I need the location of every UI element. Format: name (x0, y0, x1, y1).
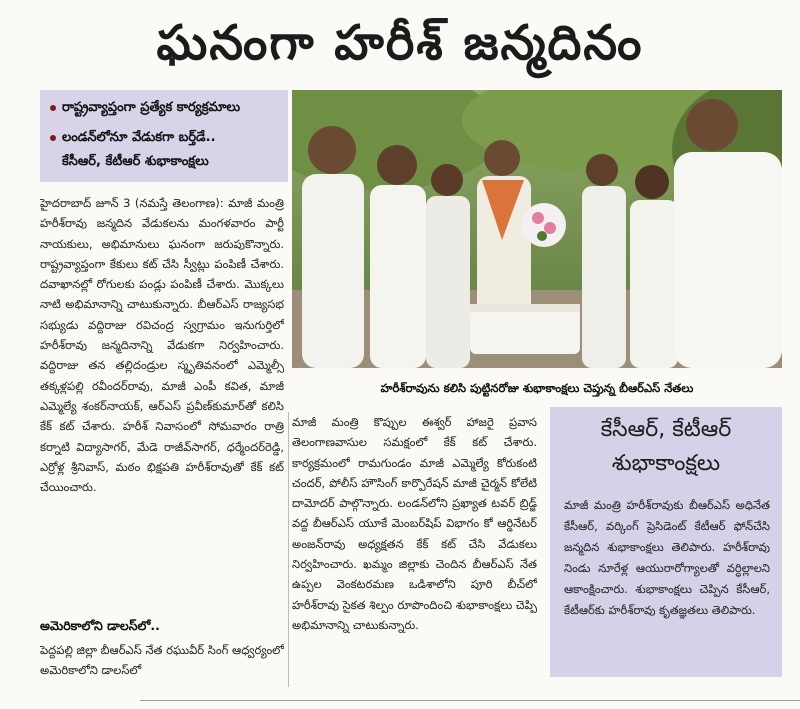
highlight-item-1: రాష్ట్రవ్యాప్తంగా ప్రత్యేక కార్యక్రమాలు (50, 100, 240, 118)
bottom-rule (140, 700, 800, 701)
highlight-item-2: లండన్‌లోనూ వేడుకగా బర్త్‌డే.. (50, 130, 216, 148)
highlights-box (40, 90, 288, 182)
highlight-item-2-continuation: కేసీఆర్, కేటీఆర్ శుభాకాంక్షలు (62, 154, 209, 169)
bouquet (522, 203, 566, 247)
headline: ఘనంగా హరీశ్ జన్మదినం (156, 15, 644, 71)
article-subhead: అమెరికాలోని డాలస్‌లో.. (40, 618, 160, 633)
column-divider (288, 412, 289, 687)
wishes-box-body: మాజీ మంత్రి హరీశ్‌రావుకు బీఆర్‌ఎస్ అధినేత కేసీఆర్, వర్కింగ్ ప్రెసిడెంట్ కేటీఆర్ ఫోన్‌చేసి జన్మదిన శుభాకాంక్షలు తెలిపారు. హరీశ్‌రావు నిండు నూరేళ్ల ఆయురారోగ్యాలతో వర్ధిల్లాలని ఆకాంక్షించారు. శుభాకాంక్షలు చెప్పిన కేసీఆర్, కేటీఆర్‌కు హరీశ్‌రావు కృతజ్ఞతలు తెలిపారు. (564, 498, 770, 617)
article-column-1: హైదరాబాద్ జూన్ 3 (నమస్తే తెలంగాణ): మాజీ మంత్రి హరీశ్‌రావు జన్మదిన వేడుకలను మంగళవారం పార్టీ నాయకులు, అభిమానులు ఘనంగా జరుపుకొన్నారు. రాష్ట్రవ్యాప్తంగా కేకులు కట్ చేసి స్వీట్లు పంపిణీ చేశారు. దవాఖానల్లో రోగులకు పండ్లు పంపిణీ చేశారు. మొక్కలు నాటి అభిమానాన్ని చాటుకున్నారు. బీఆర్‌ఎస్ రాజ్యసభ సభ్యుడు వద్దిరాజు రవిచంద్ర స్వగ్రామం ఇనుగుర్తిలో హరీశ్‌రావు జన్మదినాన్ని వేడుకగా నిర్వహించారు. వద్దిరాజు తన తల్లిదండ్రుల స్మృతివనంలో ఎమ్మెల్సీ తక్కళ్లపల్లి రవీందర్‌రావు, మాజీ ఎంపీ కవిత, మాజీ ఎమ్మెల్యే శంకర్‌నాయక్, ఆర్‌ఎస్ ప్రవీణ్‌కుమార్‌తో కలిసి కేక్ కట్ చేశారు. హరీశ్ నివాసంలో సోమవారం రాత్రి కర్నాటి విద్యాసాగర్, మేడె రాజీవ్‌సాగర్, ధర్మేందర్‌రెడ్డి, ఎర్రోళ్ల శ్రీనివాస్, మఠం భిక్షపతి హరీశ్‌రావుతో కేక్ కట్ చేయించారు. (40, 196, 284, 495)
article-column-1-continued: పెద్దపల్లి జిల్లా బీఆర్‌ఎస్ నేత రఘువీర్ సింగ్ ఆధ్వర్యంలో అమెరికాలోని డాలస్‌లో (40, 643, 284, 678)
bullet-icon (50, 105, 56, 111)
article-column-2: మాజీ మంత్రి కొప్పుల ఈశ్వర్ హాజరై ప్రవాస తెలంగాణవాసుల సమక్షంలో కేక్ కట్ చేశారు. కార్యక్రమంలో రామగుండం మాజీ ఎమ్మెల్యే కోరుకంటి చందర్, పోలీస్ హౌసింగ్ కార్పొరేషన్ మాజీ చైర్మన్ కోలేటి దామోదర్ పాల్గొన్నారు. లండన్‌లోని ప్రఖ్యాత టవర్ బ్రిడ్జ్ వద్ద బీఆర్‌ఎస్ యూకే మెంబర్‌షిప్ విభాగం కో ఆర్డినేటర్ అంజన్‌రావు అధ్యక్షతన కేక్ కట్ చేసి వేడుకలు నిర్వహించారు. ఖమ్మం జిల్లాకు చెందిన బీఆర్‌ఎస్ నేత ఉప్పల వెంకటరమణ ఒడిశాలోని పూరి బీచ్‌లో హరీశ్‌రావు సైకత శిల్పం రూపొందించి శుభాకాంక్షలు చెప్పి అభిమానాన్ని చాటుకున్నారు. (292, 415, 537, 632)
wishes-box (550, 407, 782, 677)
wishes-box-title-line2: శుభాకాంక్షలు (611, 451, 721, 476)
wishes-box-title-line1: కేసీఆర్, కేటీఆర్ (600, 417, 732, 442)
group-photo-illustration (292, 90, 782, 368)
adjacent-article-edge (0, 60, 9, 660)
cake (470, 304, 580, 354)
bullet-icon (50, 135, 56, 141)
photo-caption: హరీశ్‌రావును కలిసి పుట్టినరోజు శుభాకాంక్షలు చెప్తున్న బీఆర్‌ఎస్ నేతలు (380, 381, 694, 395)
news-photo (292, 90, 782, 368)
